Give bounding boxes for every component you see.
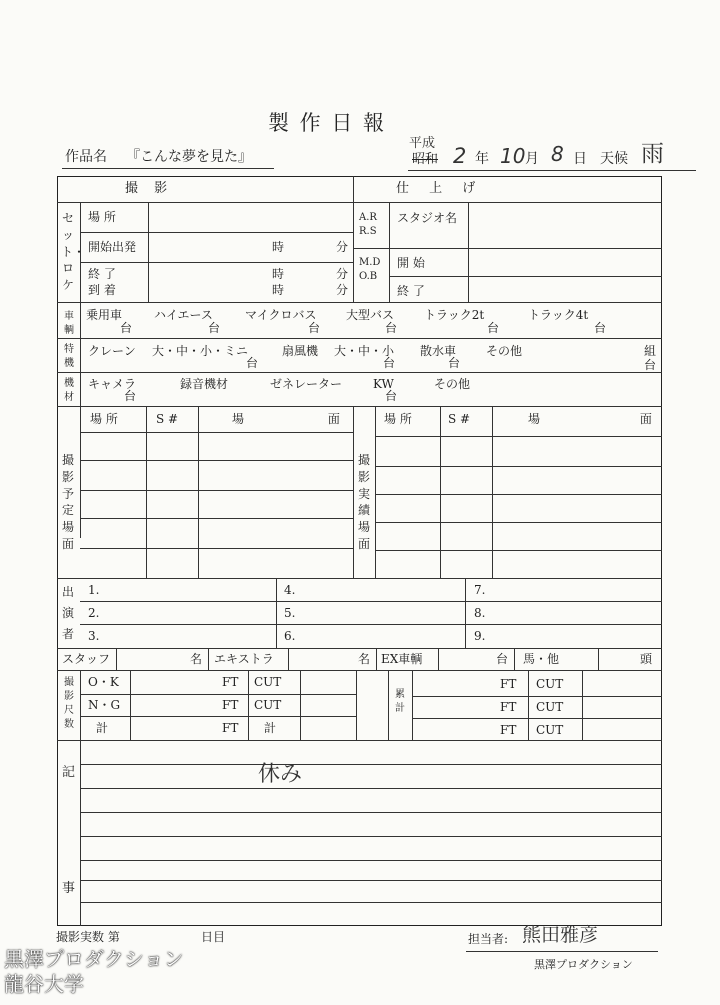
start-hour-label: 時 bbox=[272, 240, 285, 254]
vehicle-unit-6: 台 bbox=[594, 321, 607, 335]
vehicle-unit-4: 台 bbox=[385, 321, 398, 335]
cum-cut-3: CUT bbox=[536, 723, 564, 737]
shooting-days-unit: 日目 bbox=[201, 930, 226, 944]
notes-label-top: 記 bbox=[62, 765, 76, 780]
cast-7: 7. bbox=[474, 583, 486, 597]
month-handwritten: 10 bbox=[500, 144, 526, 168]
watermark-line1: 黒澤プロダクション bbox=[4, 947, 184, 971]
md-label: M.D bbox=[359, 257, 381, 268]
fan-label: 扇風機 bbox=[282, 344, 319, 358]
watermark bbox=[4, 947, 184, 997]
equipment-label: 特機 bbox=[64, 344, 74, 369]
vehicle-hiace: ハイエース bbox=[154, 308, 213, 322]
cum-ft-1: FT bbox=[500, 677, 517, 691]
cum-ft-3: FT bbox=[500, 723, 517, 737]
extra-label: エキストラ bbox=[214, 652, 274, 666]
camera-label: キャメラ bbox=[88, 377, 137, 391]
cum-cut-2: CUT bbox=[536, 700, 564, 714]
crane-sizes: 大・中・小・ミニ bbox=[152, 344, 249, 358]
gear-unit: 台 bbox=[385, 389, 398, 403]
actual-scenes-label: 撮影実績場面 bbox=[357, 453, 370, 551]
ex-vehicle-label: EX車輌 bbox=[381, 652, 423, 666]
day-label: 日 bbox=[573, 151, 587, 167]
finishing-header: 仕 上 げ bbox=[396, 181, 484, 196]
day-handwritten: 8 bbox=[551, 142, 564, 166]
ex-vehicle-unit: 台 bbox=[496, 652, 509, 666]
kw-label: KW bbox=[373, 377, 394, 391]
post-start-label: 開 始 bbox=[397, 256, 425, 270]
equipment-set-unit: 組 bbox=[644, 344, 657, 358]
fan-unit: 台 bbox=[383, 356, 396, 370]
cum-ft-2: FT bbox=[500, 700, 517, 714]
equipment-other-label: その他 bbox=[486, 344, 523, 358]
work-label: 作品名 bbox=[65, 149, 107, 165]
start-label: 開始出発 bbox=[88, 240, 137, 254]
arrive-label: 到 着 bbox=[88, 283, 116, 297]
recorder-label: 録音機材 bbox=[180, 377, 229, 391]
studio-label: スタジオ名 bbox=[397, 211, 458, 225]
place-label: 場 所 bbox=[88, 210, 116, 224]
ng-cut: CUT bbox=[254, 698, 282, 712]
total-sum-label: 計 bbox=[264, 721, 277, 735]
vehicles-label: 車輌 bbox=[64, 311, 74, 336]
planned-snum-header: S # bbox=[156, 412, 179, 426]
notes-label-bottom: 事 bbox=[62, 881, 76, 896]
shooting-header: 撮 影 bbox=[125, 181, 174, 196]
ar-label: A.R bbox=[359, 212, 377, 223]
crane-label: クレーン bbox=[88, 344, 136, 358]
arrive-minute-label: 分 bbox=[336, 283, 349, 297]
cast-6: 6. bbox=[284, 629, 296, 643]
planned-scenes-label: 撮影予定場面 bbox=[61, 453, 74, 551]
work-title: 『こんな夢を見た』 bbox=[126, 149, 252, 165]
set-loc-vertical-label: セット・ロケ bbox=[61, 211, 86, 293]
vehicle-microbus: マイクロバス bbox=[245, 308, 317, 322]
sprinkler-label: 散水車 bbox=[420, 344, 457, 358]
weather-handwritten: 雨 bbox=[641, 141, 664, 167]
ok-cut: CUT bbox=[254, 675, 282, 689]
ok-ft: FT bbox=[222, 675, 239, 689]
ng-label: N・G bbox=[88, 698, 121, 712]
fan-sizes: 大・中・小 bbox=[334, 344, 395, 358]
year-label: 年 bbox=[475, 151, 489, 167]
staff-label: スタッフ bbox=[62, 652, 111, 666]
ng-ft: FT bbox=[222, 698, 239, 712]
arrive-hour-label: 時 bbox=[272, 283, 285, 297]
cast-8: 8. bbox=[474, 606, 486, 620]
person-name: 熊田雅彦 bbox=[522, 924, 599, 946]
actual-scene-header: 場 面 bbox=[528, 412, 700, 426]
gear-other-label: その他 bbox=[434, 377, 471, 391]
generator-label: ゼネレーター bbox=[270, 377, 343, 391]
sprinkler-unit: 台 bbox=[448, 356, 461, 370]
planned-scene-header: 場 面 bbox=[232, 412, 380, 426]
start-minute-label: 分 bbox=[336, 240, 349, 254]
horse-label: 馬・他 bbox=[523, 652, 560, 666]
staff-unit: 名 bbox=[190, 652, 203, 666]
cast-1: 1. bbox=[88, 583, 100, 597]
vehicle-unit-3: 台 bbox=[308, 321, 321, 335]
ob-label: O.B bbox=[359, 271, 378, 282]
vehicle-truck-4t: トラック4t bbox=[528, 308, 589, 322]
planned-place-header: 場 所 bbox=[90, 412, 118, 426]
post-end-label: 終 了 bbox=[397, 284, 425, 298]
crane-unit: 台 bbox=[246, 356, 259, 370]
watermark-line2: 龍谷大学 bbox=[4, 972, 84, 996]
actual-snum-header: S # bbox=[448, 412, 471, 426]
era-handwritten: 平成 bbox=[409, 136, 436, 151]
equipment-unit: 台 bbox=[644, 358, 657, 372]
vehicle-unit-2: 台 bbox=[208, 321, 221, 335]
vehicle-sedan: 乗用車 bbox=[86, 308, 123, 322]
cast-9: 9. bbox=[474, 629, 486, 643]
cum-cut-1: CUT bbox=[536, 677, 564, 691]
ok-label: O・K bbox=[88, 675, 119, 689]
notes-handwritten: 休み bbox=[258, 762, 303, 787]
cast-3: 3. bbox=[88, 629, 100, 643]
cast-4: 4. bbox=[284, 583, 296, 597]
cast-5: 5. bbox=[284, 606, 296, 620]
weather-label: 天候 bbox=[600, 151, 628, 167]
total-ft: FT bbox=[222, 721, 239, 735]
cast-label: 出演者 bbox=[61, 585, 74, 641]
company-name: 黒澤プロダクション bbox=[534, 958, 633, 971]
vehicle-unit-1: 台 bbox=[120, 321, 133, 335]
extra-unit: 名 bbox=[358, 652, 371, 666]
cast-2: 2. bbox=[88, 606, 100, 620]
vehicle-truck-2t: トラック2t bbox=[424, 308, 485, 322]
end-hour-label: 時 bbox=[272, 267, 285, 281]
actual-place-header: 場 所 bbox=[384, 412, 412, 426]
vehicle-large-bus: 大型バス bbox=[346, 308, 395, 322]
rs-label: R.S bbox=[359, 226, 377, 237]
total-label: 計 bbox=[96, 721, 109, 735]
shooting-days-label: 撮影実数 第 bbox=[56, 930, 120, 944]
month-label: 月 bbox=[525, 151, 539, 167]
horse-unit: 頭 bbox=[640, 652, 653, 666]
vehicle-unit-5: 台 bbox=[487, 321, 500, 335]
end-minute-label: 分 bbox=[336, 267, 349, 281]
end-label: 終 了 bbox=[88, 267, 116, 281]
camera-unit: 台 bbox=[124, 389, 137, 403]
era-printed: 昭和 bbox=[412, 152, 439, 167]
page-title: 製 作 日 報 bbox=[268, 111, 387, 135]
footage-label: 撮影尺数 bbox=[64, 677, 74, 730]
gear-label: 機材 bbox=[64, 378, 74, 403]
cumulative-label: 累計 bbox=[395, 689, 405, 714]
year-handwritten: 2 bbox=[453, 144, 467, 168]
person-label: 担当者: bbox=[468, 932, 509, 946]
